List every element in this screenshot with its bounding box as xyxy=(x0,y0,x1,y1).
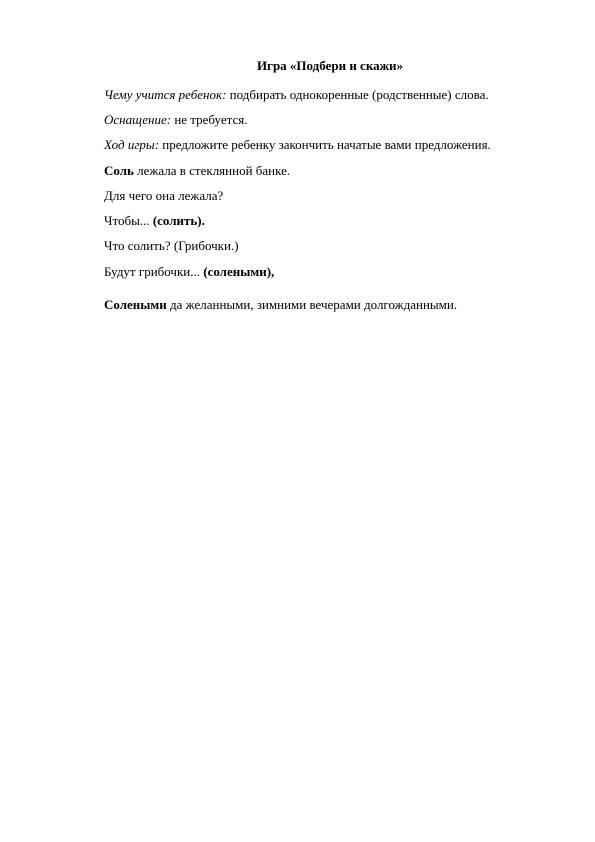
salt-bold-word: Соль xyxy=(104,163,134,178)
game-procedure-text: предложите ребенку закончить начатые вами предложения. xyxy=(159,137,491,152)
document-title: Игра «Подбери и скажи» xyxy=(256,58,404,73)
paragraph-equipment xyxy=(104,112,247,128)
paragraph-salt-sentence xyxy=(104,163,290,179)
game-procedure-label: Ход игры: xyxy=(104,137,160,152)
paragraph-game-procedure xyxy=(104,137,491,153)
salt-sentence-text: лежала в стеклянной банке. xyxy=(133,163,291,178)
paragraph-what-to-salt xyxy=(104,238,239,254)
paragraph-salted-rhyme xyxy=(104,297,457,313)
what-to-salt-text: Что солить? (Грибочки.) xyxy=(104,238,239,253)
in-order-to-text: Чтобы... xyxy=(104,213,153,228)
salted-rhyme-text: да желанными, зимними вечерами долгожданными. xyxy=(166,297,458,312)
equipment-text: не требуется. xyxy=(171,112,248,127)
mushrooms-will-be-answer: (солеными), xyxy=(203,264,275,279)
in-order-to-answer: (солить). xyxy=(152,213,205,228)
learning-goal-label: Чему учится ребенок: xyxy=(104,87,227,102)
learning-goal-text: подбирать однокоренные (родственные) слова. xyxy=(226,87,489,102)
paragraph-question-why xyxy=(104,188,223,204)
paragraph-learning-goal xyxy=(104,87,489,103)
salted-bold-word: Солеными xyxy=(104,297,167,312)
equipment-label: Оснащение: xyxy=(104,112,172,127)
question-why-text: Для чего она лежала? xyxy=(104,188,224,203)
paragraph-mushrooms-will-be xyxy=(104,264,274,280)
mushrooms-will-be-text: Будут грибочки... xyxy=(104,264,204,279)
paragraph-in-order-to xyxy=(104,213,205,229)
